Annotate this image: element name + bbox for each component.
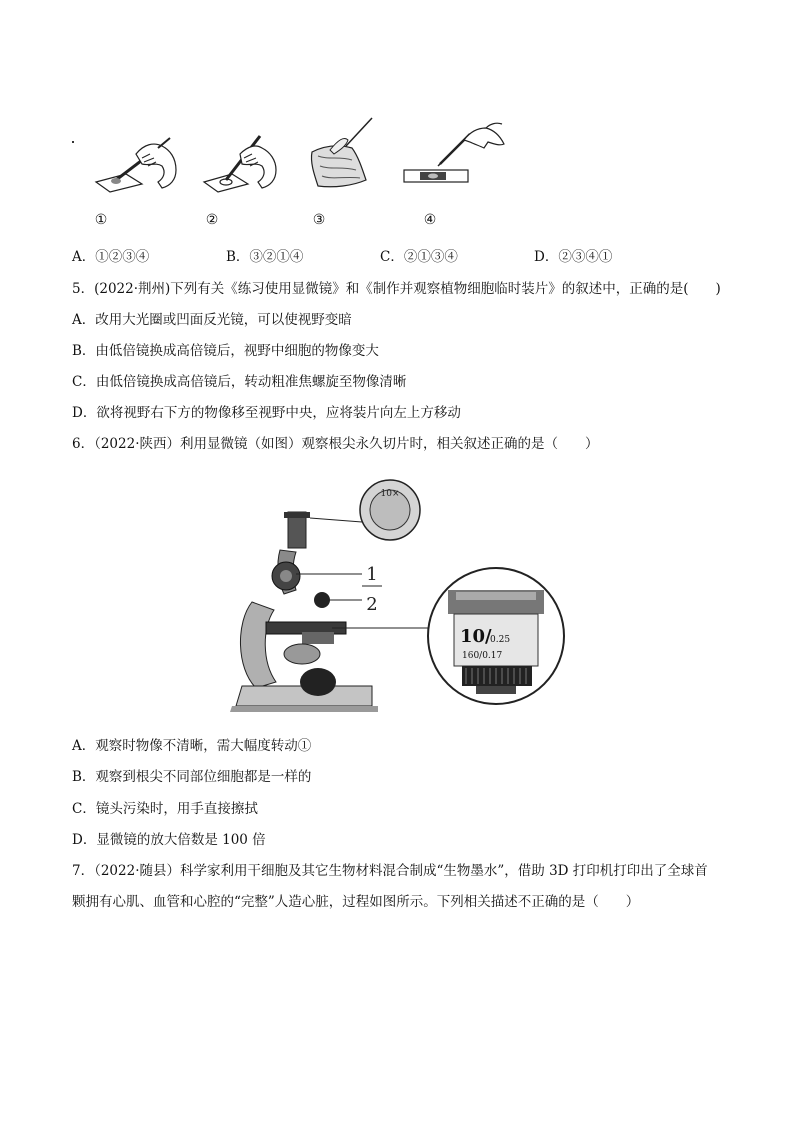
objective-label-main: 10/	[460, 626, 492, 647]
q6-stem: 6．（2022·陕西）利用显微镜（如图）观察根尖永久切片时，相关叙述正确的是（ ）	[72, 436, 599, 452]
q4-figure-label-4: ④	[423, 212, 437, 228]
q4-option-a-text: ①②③④	[95, 249, 150, 265]
q6-option-b: B．观察到根尖不同部位细胞都是一样的	[72, 769, 312, 785]
stray-dot	[72, 141, 74, 143]
microscope-body	[230, 512, 378, 712]
q4-figure-1	[92, 132, 184, 196]
q7-stem-line-2: 颗拥有心肌、血管和心腔的“完整”人造心脏，过程如图所示。下列相关描述不正确的是（ ）	[72, 894, 640, 910]
eyepiece-label: 10×	[380, 489, 400, 499]
objective-label-sub: 160/0.17	[462, 651, 503, 661]
q5-option-d: D．欲将视野右下方的物像移至视野中央，应将装片向左上方移动	[72, 405, 461, 421]
q5-option-a: A．改用大光圈或凹面反光镜，可以使视野变暗	[72, 312, 352, 328]
q6-option-a: A．观察时物像不清晰，需大幅度转动①	[72, 738, 312, 754]
q4-option-c-letter: C．	[380, 249, 404, 265]
q4-option-c-text: ②①③④	[403, 249, 458, 265]
q4-option-a	[72, 248, 149, 266]
q4-option-b	[226, 248, 303, 266]
q4-option-b-text: ③②①④	[249, 249, 304, 265]
q4-figure-3	[300, 116, 380, 192]
q5-option-c: C．由低倍镜换成高倍镜后，转动粗准焦螺旋至物像清晰	[72, 374, 407, 390]
q4-figure-label-3: ③	[312, 212, 326, 228]
q4-option-a-letter: A．	[72, 249, 96, 265]
q4-option-d-letter: D．	[534, 249, 559, 265]
q4-option-c	[380, 248, 458, 266]
q5-stem: 5．(2022·荆州)下列有关《练习使用显微镜》和《制作并观察植物细胞临时装片》的叙述中，正确的是( )	[72, 281, 721, 297]
q4-option-d	[534, 248, 612, 266]
q4-option-b-letter: B．	[226, 249, 250, 265]
q6-option-d: D．显微镜的放大倍数是 100 倍	[72, 832, 266, 848]
q7-stem-line-1: 7．（2022·随县）科学家利用干细胞及其它生物材料混合制成“生物墨水”，借助 3D 打印机打印出了全球首	[72, 863, 708, 879]
q5-option-b: B．由低倍镜换成高倍镜后，视野中细胞的物像变大	[72, 343, 379, 359]
q4-figure-label-1: ①	[94, 212, 108, 228]
q4-option-d-text: ②③④①	[558, 249, 613, 265]
q4-figure-4	[400, 120, 510, 188]
q4-figure-label-2: ②	[205, 212, 219, 228]
knob-label-1: 1	[366, 564, 378, 585]
q4-figure-2	[200, 130, 280, 196]
objective-label-na: 0.25	[490, 635, 511, 645]
q6-option-c: C．镜头污染时，用手直接擦拭	[72, 801, 258, 817]
knob-label-2: 2	[366, 594, 378, 615]
q6-microscope-figure	[222, 472, 568, 722]
